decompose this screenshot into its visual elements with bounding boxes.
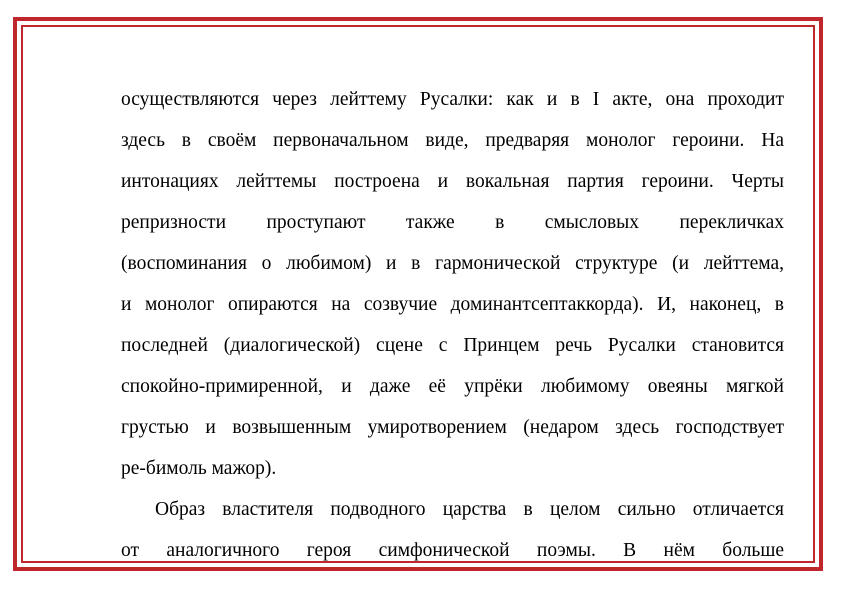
text-line: спокойно-примиренной, и даже её упрёки любимому овеяны мягкой <box>121 376 784 397</box>
text-line: осуществляются через лейттему Русалки: как и в I акте, она проходит <box>121 89 784 110</box>
text-line: грустью и возвышенным умиротворением (недаром здесь господствует <box>121 417 784 438</box>
paragraph-start-line: Образ властителя подводного царства в целом сильно отличается <box>155 499 784 520</box>
text-line: от аналогичного героя симфонической поэмы. В нём больше <box>121 540 784 561</box>
text-line: здесь в своём первоначальном виде, предваряя монолог героини. На <box>121 130 784 151</box>
text-line: репризности проступают также в смысловых перекличках <box>121 212 784 233</box>
paragraph-end-line: ре-бимоль мажор). <box>121 458 277 479</box>
body-text <box>121 86 784 578</box>
text-line: интонациях лейттемы построена и вокальная партия героини. Черты <box>121 171 784 192</box>
text-line: (воспоминания о любимом) и в гармонической структуре (и лейттема, <box>121 253 784 274</box>
text-line: последней (диалогической) сцене с Принцем речь Русалки становится <box>121 335 784 356</box>
text-line: и монолог опираются на созвучие доминантсептаккорда). И, наконец, в <box>121 294 784 315</box>
